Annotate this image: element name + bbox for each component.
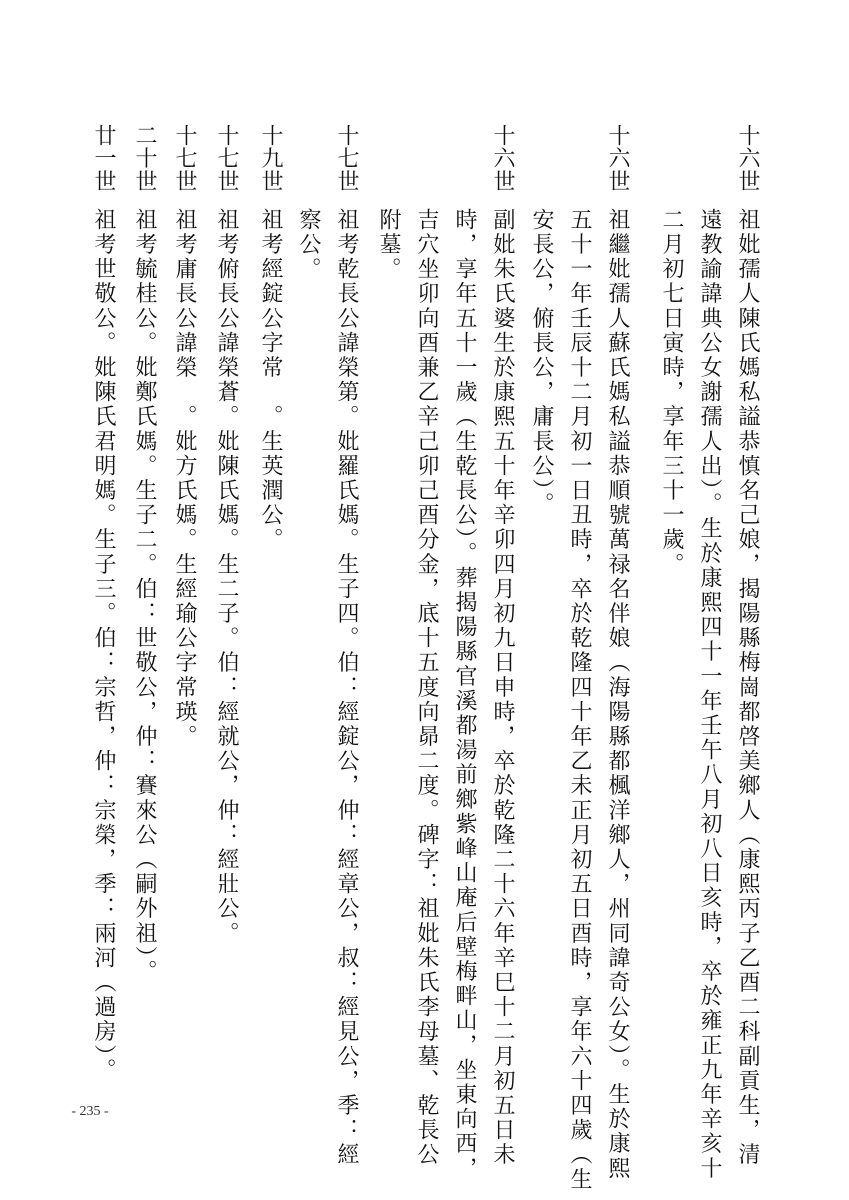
- generation-label: 二十世: [132, 124, 157, 193]
- entry-text: [88, 208, 118, 1083]
- entry-text: [211, 208, 241, 1008]
- entry-text: [526, 208, 632, 1192]
- generation-label: 十六世: [735, 124, 760, 193]
- text-column: 察公。: [296, 208, 321, 282]
- text-column: 祖考世敬公。妣陳氏君明媽。生子三。伯：宗哲，仲：宗榮，季：兩河（過房）。: [91, 208, 116, 1083]
- entry-text: [255, 208, 285, 1008]
- genealogy-entry: [526, 124, 632, 1192]
- genealogy-entry: [88, 124, 118, 1083]
- entry-text: [373, 208, 517, 1181]
- genealogy-entry: [255, 124, 285, 1024]
- text-column: 附墓。: [376, 208, 401, 282]
- text-column: 祖繼妣孺人蘇氏媽私謚恭順號萬禄名伴娘（海陽縣都楓洋鄉人，州同諱奇公女）。生於康熙: [605, 208, 630, 1181]
- folio-number: - 235 -: [71, 1104, 109, 1119]
- text-column: 吉穴坐卯向酉兼乙辛己卯己酉分金，底十五度向昴二度。碑字：祖妣朱氏李母墓、乾長公: [414, 208, 439, 1168]
- generation-label: 廿一世: [91, 124, 116, 193]
- generation-label: 十七世: [172, 124, 197, 193]
- generation-label: 十六世: [490, 124, 515, 193]
- text-column: 二月初七日寅時，享年三十一歲。: [659, 208, 684, 577]
- text-column: 祖考庸長公諱榮 。妣方氏媽。生經瑜公字常瑛。: [172, 208, 197, 750]
- entry-text: [169, 208, 199, 1008]
- text-column: 時，享年五十一歲（生乾長公）。葬揭陽縣官溪都湯前鄉紫峰山庵后壁梅畔山，坐東向西，: [452, 208, 477, 1181]
- text-column: 祖考毓桂公。妣鄭氏媽。生子二。伯：世敬公，仲：賽來公（嗣外祖）。: [132, 208, 157, 985]
- genealogy-entry: [656, 124, 762, 1181]
- generation-label: 十六世: [605, 124, 630, 193]
- genealogy-entry: [373, 124, 517, 1181]
- genealogy-entry: [293, 124, 361, 1168]
- entry-text: [293, 208, 361, 1168]
- entry-text: [656, 208, 762, 1181]
- entry-text: [129, 208, 159, 1008]
- genealogy-entry: [129, 124, 159, 1024]
- generation-label: 十七世: [214, 124, 239, 193]
- text-column: 安長公，俯長公，庸長公）。: [529, 208, 554, 517]
- genealogy-entry: [211, 124, 241, 1024]
- text-column: 祖考經錠公字常 。生英潤公。: [258, 208, 283, 553]
- genealogy-entry: [169, 124, 199, 1024]
- generation-label: 十九世: [258, 124, 283, 193]
- text-column: 五十一年壬辰十二月初一日丑時，卒於乾隆四十年乙未正月初五日酉時，享年六十四歲（生: [567, 208, 592, 1192]
- text-column: 遠教諭諱典公女謝孺人出）。生於康熙四十一年壬午八月初八日亥時，卒於雍正九年辛亥十: [697, 208, 722, 1181]
- text-column: 祖考俯長公諱榮蒼。妣陳氏媽。生二子。伯：經就公，仲：經壯公。: [214, 208, 239, 946]
- text-column: 祖妣孺人陳氏媽私謚恭慎名己娘，揭陽縣梅崗都啓美鄉人（康熙丙子乙酉二科副貢生，清: [735, 208, 760, 1168]
- text-column: 祖考乾長公諱榮第。妣羅氏媽。生子四。伯：經錠公，仲：經章公，叔：經見公，季：經: [334, 208, 359, 1168]
- text-column: 副妣朱氏婆生於康熙五十年辛卯四月初九日申時，卒於乾隆二十六年辛巳十二月初五日未: [490, 208, 515, 1168]
- generation-label: 十七世: [334, 124, 359, 193]
